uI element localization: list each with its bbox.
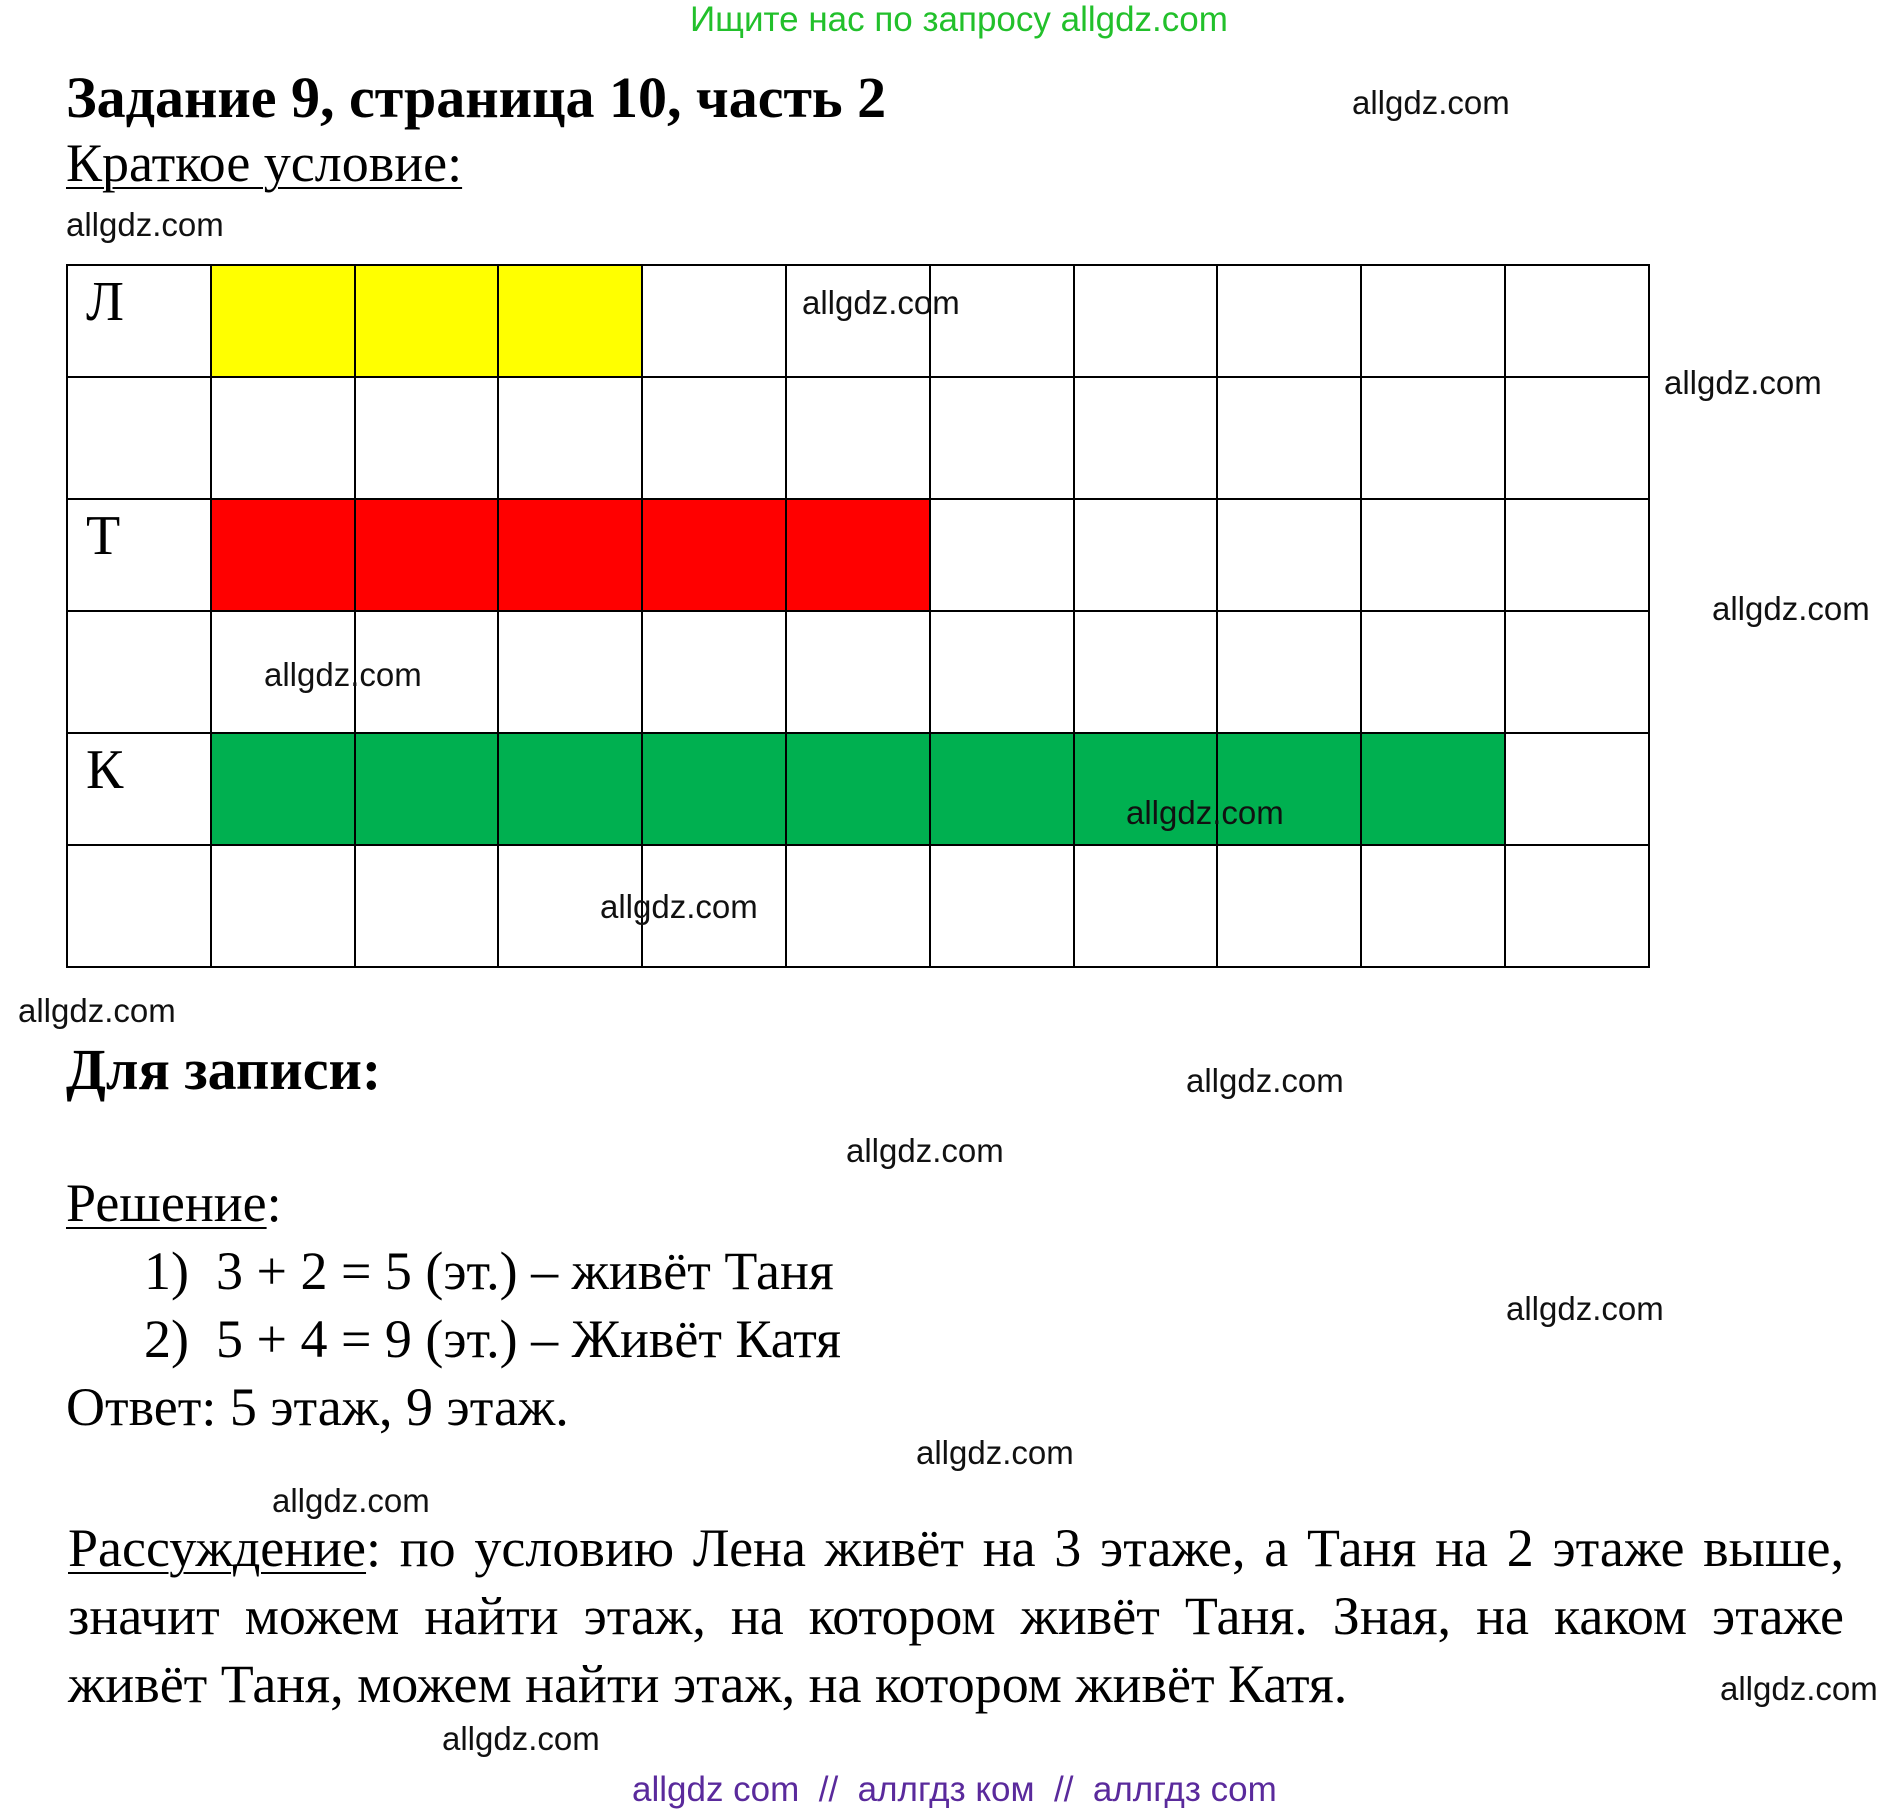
grid-label-cell	[66, 610, 212, 734]
solution-colon: :	[266, 1173, 282, 1233]
grid-cell	[1073, 498, 1218, 612]
grid-cell	[354, 844, 499, 968]
watermark: allgdz.com	[802, 284, 960, 321]
grid-cell	[785, 732, 931, 846]
watermark: allgdz.com	[1506, 1290, 1664, 1327]
grid-cell	[1504, 610, 1650, 734]
step-number: 1)	[144, 1241, 189, 1301]
grid-cell	[1073, 264, 1218, 378]
grid-cell	[210, 844, 356, 968]
grid-cell	[1073, 844, 1218, 968]
watermark: allgdz.com	[1126, 794, 1284, 831]
step-text: 3 + 2 = 5 (эт.) – живёт Таня	[215, 1241, 834, 1301]
solution-heading	[66, 1172, 282, 1234]
grid-cell	[641, 376, 787, 500]
grid-cell	[1360, 264, 1506, 378]
grid-cell	[929, 376, 1075, 500]
grid-cell	[929, 844, 1075, 968]
search-banner: Ищите нас по запросу allgdz.com	[690, 0, 1228, 39]
step-text: 5 + 4 = 9 (эт.) – Живёт Катя	[215, 1309, 842, 1369]
solution-label: Решение	[66, 1173, 267, 1233]
grid-cell	[1360, 732, 1506, 846]
grid-cell	[1216, 844, 1362, 968]
grid-cell	[1360, 498, 1506, 612]
grid-cell	[210, 264, 356, 378]
grid-cell	[641, 610, 787, 734]
watermark: allgdz.com	[846, 1132, 1004, 1169]
solution-step-1	[144, 1240, 834, 1302]
grid-cell	[1360, 376, 1506, 500]
grid-label-cell	[66, 844, 212, 968]
grid-row-label: К	[86, 739, 124, 801]
grid-cell	[1216, 376, 1362, 500]
watermark: allgdz.com	[18, 992, 176, 1029]
watermark: allgdz.com	[600, 888, 758, 925]
grid-cell	[210, 498, 356, 612]
reasoning-label: Рассуждение	[68, 1518, 367, 1578]
grid-cell	[354, 498, 499, 612]
grid-cell	[929, 498, 1075, 612]
footer-links: allgdz com // аллгдз ком // аллгдз com	[632, 1770, 1277, 1809]
watermark: allgdz.com	[1352, 84, 1510, 121]
condition-label: Краткое условие:	[66, 133, 463, 193]
watermark: allgdz.com	[272, 1482, 430, 1519]
watermark: allgdz.com	[1664, 364, 1822, 401]
watermark: allgdz.com	[442, 1720, 600, 1757]
watermark: allgdz.com	[1720, 1670, 1878, 1707]
reasoning-paragraph	[68, 1514, 1844, 1718]
grid-label-cell	[66, 376, 212, 500]
grid-cell	[1360, 844, 1506, 968]
grid-cell	[1504, 264, 1650, 378]
grid-cell	[354, 376, 499, 500]
reasoning-text: : по условию Лена живёт на 3 этаже, а Таня на 2 этаже выше, значит можем найти этаж, на котором живёт Таня. Зная, на каком этаже живёт Таня, можем найти этаж, на котором живёт Катя.	[68, 1518, 1844, 1714]
grid-cell	[497, 498, 643, 612]
watermark: allgdz.com	[1712, 590, 1870, 627]
grid-cell	[929, 610, 1075, 734]
grid-cell	[1073, 610, 1218, 734]
grid-row-label: Т	[86, 505, 121, 567]
grid-cell	[641, 732, 787, 846]
grid-cell	[1360, 610, 1506, 734]
grid-cell	[497, 732, 643, 846]
watermark: allgdz.com	[66, 206, 224, 243]
grid-cell	[497, 376, 643, 500]
grid-cell	[1504, 732, 1650, 846]
step-number: 2)	[144, 1309, 189, 1369]
grid-cell	[210, 376, 356, 500]
grid-cell	[1504, 376, 1650, 500]
grid-cell	[354, 264, 499, 378]
grid-cell	[497, 264, 643, 378]
watermark: allgdz.com	[916, 1434, 1074, 1471]
grid-cell	[641, 498, 787, 612]
watermark: allgdz.com	[264, 656, 422, 693]
grid-cell	[210, 732, 356, 846]
grid-cell	[354, 732, 499, 846]
grid-cell	[1216, 610, 1362, 734]
grid-cell	[929, 732, 1075, 846]
grid-cell	[497, 610, 643, 734]
grid-cell	[785, 376, 931, 500]
grid-row-label: Л	[86, 271, 124, 333]
watermark: allgdz.com	[1186, 1062, 1344, 1099]
grid-cell	[1216, 264, 1362, 378]
grid-cell	[1073, 376, 1218, 500]
grid-cell	[1216, 498, 1362, 612]
grid-cell	[1504, 844, 1650, 968]
grid-cell	[641, 264, 787, 378]
answer-line: Ответ: 5 этаж, 9 этаж.	[66, 1377, 569, 1437]
grid-cell	[785, 844, 931, 968]
grid-cell	[785, 498, 931, 612]
record-label: Для записи:	[66, 1037, 382, 1102]
grid-cell	[1504, 498, 1650, 612]
page-title: Задание 9, страница 10, часть 2	[66, 65, 887, 130]
solution-step-2	[144, 1308, 841, 1370]
grid-cell	[785, 610, 931, 734]
